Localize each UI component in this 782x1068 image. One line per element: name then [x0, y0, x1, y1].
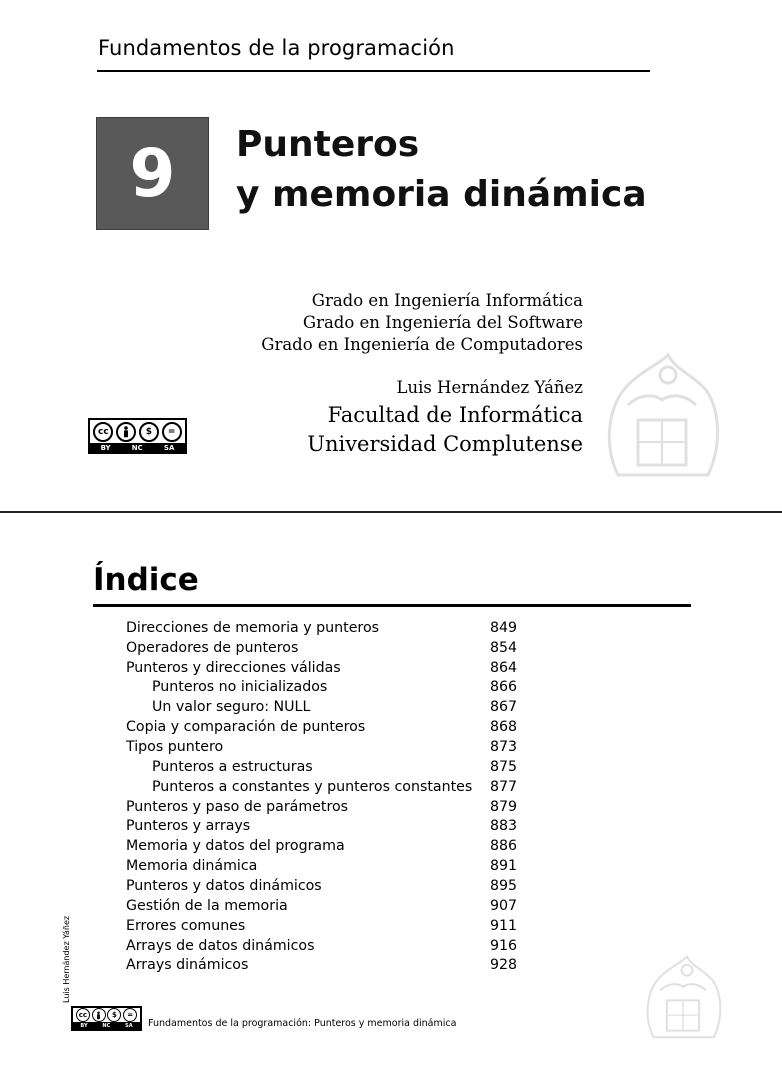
university-seal-watermark: [598, 345, 726, 485]
degree-item: Grado en Ingeniería Informática: [311, 291, 583, 310]
toc-entry-label: Punteros y arrays: [126, 818, 251, 834]
cc-icon: cc: [93, 422, 113, 442]
toc-entry-label: Errores comunes: [126, 918, 246, 934]
degrees-list: [261, 290, 583, 356]
toc-entry-label: Un valor seguro: NULL: [152, 699, 311, 715]
toc-entry: [0, 818, 782, 838]
toc-entry-label: Punteros no inicializados: [152, 679, 328, 695]
non-commercial-icon: $: [107, 1008, 121, 1022]
toc-entry-label: Punteros y paso de parámetros: [126, 799, 349, 815]
university-name: Universidad Complutense: [307, 432, 583, 456]
toc-entry-page: 891: [490, 858, 518, 874]
toc-entry-label: Punteros y direcciones válidas: [126, 660, 341, 676]
degree-item: Grado en Ingeniería de Computadores: [261, 335, 583, 354]
toc-entry: [0, 858, 782, 878]
index-title-rule: [93, 604, 691, 607]
toc-entry-label: Copia y comparación de punteros: [126, 719, 366, 735]
index-title: Índice: [93, 562, 199, 598]
toc-entry: [0, 838, 782, 858]
toc-entry: [0, 660, 782, 680]
toc-entry-label: Tipos puntero: [126, 739, 224, 755]
toc-entry: [0, 898, 782, 918]
toc-entry-page: 883: [490, 818, 518, 834]
cc-icon: cc: [76, 1008, 90, 1022]
share-alike-icon: =: [162, 422, 182, 442]
toc-entry-page: 916: [490, 938, 518, 954]
toc-entry-page: 868: [490, 719, 518, 735]
toc-entry: [0, 640, 782, 660]
creative-commons-license-badge-small: [71, 1006, 142, 1031]
chapter-number: 9: [129, 135, 176, 212]
creative-commons-license-badge: [88, 418, 187, 454]
toc-entry-page: 866: [490, 679, 518, 695]
license-label-nc: NC: [102, 1022, 111, 1029]
toc-entry-page: 907: [490, 898, 518, 914]
toc-entry-label: Punteros a constantes y punteros constantes: [152, 779, 473, 795]
toc-entry-page: 928: [490, 957, 518, 973]
toc-entry: [0, 799, 782, 819]
license-label-sa: SA: [125, 1022, 133, 1029]
degree-item: Grado en Ingeniería del Software: [302, 313, 583, 332]
toc-entry-page: 849: [490, 620, 518, 636]
toc-entry-label: Punteros a estructuras: [152, 759, 313, 775]
toc-entry: [0, 739, 782, 759]
author-name: Luis Hernández Yáñez: [396, 378, 583, 397]
non-commercial-icon: $: [139, 422, 159, 442]
toc-subentry: [0, 699, 782, 719]
course-title-rule: [97, 70, 650, 72]
license-label-by: BY: [100, 443, 111, 452]
title-slide: [0, 0, 782, 511]
chapter-title-line-2: y memoria dinámica: [236, 174, 647, 215]
share-alike-icon: =: [123, 1008, 137, 1022]
toc-entry-page: 895: [490, 878, 518, 894]
toc-entry-page: 879: [490, 799, 518, 815]
toc-entry: [0, 719, 782, 739]
attribution-icon: [92, 1008, 106, 1022]
toc-entry-label: Gestión de la memoria: [126, 898, 288, 914]
toc-entry: [0, 620, 782, 640]
toc-entry-page: 877: [490, 779, 518, 795]
toc-entry-page: 873: [490, 739, 518, 755]
toc-entry-label: Arrays dinámicos: [126, 957, 249, 973]
faculty-name: Facultad de Informática: [327, 403, 583, 427]
toc-entry-page: 854: [490, 640, 518, 656]
license-label-by: BY: [80, 1022, 88, 1029]
toc-entry-page: 886: [490, 838, 518, 854]
slide-footer: Fundamentos de la programación: Punteros y memoria dinámica: [148, 1018, 457, 1029]
toc-entry-page: 911: [490, 918, 518, 934]
toc-subentry: [0, 779, 782, 799]
toc-subentry: [0, 759, 782, 779]
toc-entry-label: Arrays de datos dinámicos: [126, 938, 315, 954]
toc-entry-label: Operadores de punteros: [126, 640, 299, 656]
institution: [307, 401, 583, 459]
license-label-nc: NC: [131, 443, 143, 452]
toc-entry-label: Punteros y datos dinámicos: [126, 878, 322, 894]
attribution-icon: [116, 422, 136, 442]
toc-entry: [0, 878, 782, 898]
toc-entry-label: Direcciones de memoria y punteros: [126, 620, 380, 636]
chapter-title-line-1: Punteros: [236, 124, 420, 165]
license-label-sa: SA: [163, 443, 175, 452]
toc-entry: [0, 918, 782, 938]
toc-entry-label: Memoria y datos del programa: [126, 838, 345, 854]
course-title: Fundamentos de la programación: [98, 36, 455, 60]
side-author-credit: Luis Hernández Yáñez: [62, 915, 71, 1003]
chapter-number-box: [96, 117, 209, 230]
toc-subentry: [0, 679, 782, 699]
toc-entry-label: Memoria dinámica: [126, 858, 258, 874]
toc-entry-page: 867: [490, 699, 518, 715]
toc-entry-page: 864: [490, 660, 518, 676]
toc-entry-page: 875: [490, 759, 518, 775]
university-seal-watermark-small: [640, 950, 726, 1044]
